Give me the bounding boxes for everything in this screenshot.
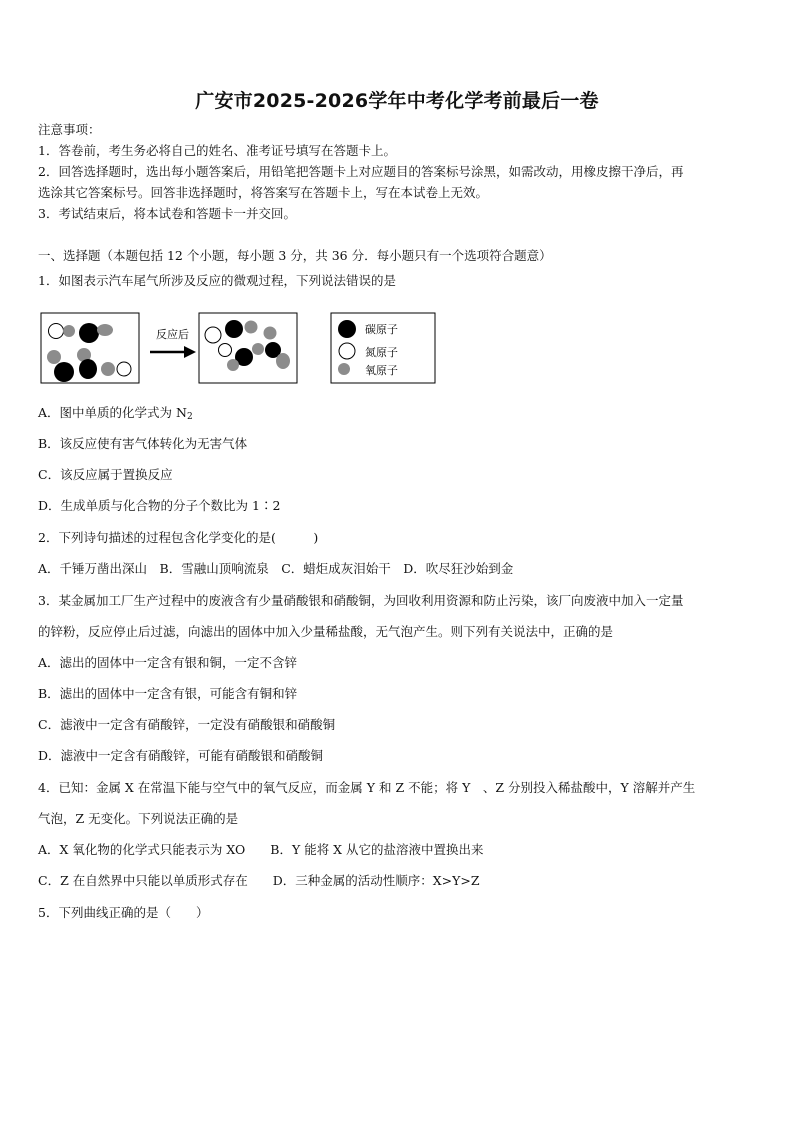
question-3-option-a: A．滤出的固体中一定含有银和铜，一定不含锌: [38, 655, 298, 670]
question-1-option-d: D．生成单质与化合物的分子个数比为 1∶2: [38, 498, 281, 513]
oxygen-atom: [97, 324, 113, 336]
question-3-stem: 的锌粉，反应停止后过滤，向滤出的固体中加入少量稀盐酸，无气泡产生。则下列有关说法中，正确的是: [38, 624, 614, 639]
nitrogen-atom: [219, 344, 232, 357]
notice-item: 选涂其它答案标号。回答非选择题时，将答案写在答题卡上，写在本试卷上无效。: [38, 185, 489, 200]
question-4-stem: 气泡，Z 无变化。下列说法正确的是: [38, 811, 239, 826]
question-3-option-b: B．滤出的固体中一定含有银，可能含有铜和锌: [38, 686, 298, 701]
carbon-atom-legend-icon: [338, 320, 356, 338]
legend-carbon-label: 碳原子: [365, 323, 398, 336]
oxygen-atom: [101, 362, 115, 376]
notice-item: 3．考试结束后，将本试卷和答题卡一并交回。: [38, 206, 296, 221]
oxygen-atom: [276, 353, 290, 369]
notice-item: 1．答卷前，考生务必将自己的姓名、准考证号填写在答题卡上。: [38, 143, 396, 158]
question-4-options-ab: A．X 氧化物的化学式只能表示为 XO B．Y 能将 X 从它的盐溶液中置换出来: [38, 842, 484, 857]
question-3-stem: 3．某金属加工厂生产过程中的废液含有少量硝酸银和硝酸铜，为回收利用资源和防止污染，该厂向废液中加入一定量: [38, 593, 684, 608]
question-1-option-c: C．该反应属于置换反应: [38, 467, 173, 482]
oxygen-atom: [245, 321, 258, 334]
section-heading: 一、选择题（本题包括 12 个小题，每小题 3 分，共 36 分．每小题只有一个选项符合题意）: [38, 248, 552, 263]
question-2-options: A．千锤万凿出深山 B．雪融山顶响流泉 C．蜡炬成灰泪始干 D．吹尽狂沙始到金: [38, 561, 514, 576]
carbon-atom: [225, 320, 243, 338]
oxygen-atom: [227, 359, 239, 371]
nitrogen-atom: [205, 327, 221, 343]
question-1-stem: 1．如图表示汽车尾气所涉及反应的微观过程，下列说法错误的是: [38, 273, 396, 288]
oxygen-atom-legend-icon: [338, 363, 350, 375]
arrow-head-icon: [184, 346, 196, 358]
oxygen-atom: [63, 325, 75, 337]
question-4-stem: 4．已知：金属 X 在常温下能与空气中的氧气反应，而金属 Y 和 Z 不能；将 Y 、Z 分别投入稀盐酸中，Y 溶解并产生: [38, 780, 696, 795]
question-1-option-a: [38, 405, 193, 425]
notice-item: 2．回答选择题时，选出每小题答案后，用铅笔把答题卡上对应题目的答案标号涂黑，如需改动，用橡皮擦干净后，再: [38, 164, 684, 179]
question-3-option-c: C．滤液中一定含有硝酸锌，一定没有硝酸银和硝酸铜: [38, 717, 336, 732]
question-2-stem: 2．下列诗句描述的过程包含化学变化的是( ): [38, 530, 319, 545]
option-a-subscript: 2: [186, 412, 193, 422]
question-1-option-b: B．该反应使有害气体转化为无害气体: [38, 436, 248, 451]
carbon-atom: [79, 359, 97, 379]
option-a-text: A．图中单质的化学式为 N: [38, 405, 187, 420]
carbon-atom: [79, 323, 99, 343]
oxygen-atom: [264, 327, 277, 340]
arrow-label: 反应后: [156, 328, 189, 341]
legend-oxygen-label: 氧原子: [365, 364, 398, 377]
oxygen-atom: [252, 343, 264, 355]
nitrogen-atom-legend-icon: [339, 343, 355, 359]
legend-nitrogen-label: 氮原子: [365, 346, 398, 359]
question-3-option-d: D．滤液中一定含有硝酸锌，可能有硝酸银和硝酸铜: [38, 748, 324, 763]
nitrogen-atom: [117, 362, 131, 376]
notice-heading: 注意事项：: [38, 122, 101, 137]
oxygen-atom: [47, 350, 61, 364]
page-title: 广安市2025-2026学年中考化学考前最后一卷: [195, 90, 599, 112]
carbon-atom: [54, 362, 74, 382]
question-5-stem: 5．下列曲线正确的是（ ）: [38, 905, 209, 920]
nitrogen-atom: [49, 324, 64, 339]
reaction-diagram: [38, 305, 458, 389]
question-4-options-cd: C．Z 在自然界中只能以单质形式存在 D．三种金属的活动性顺序：X>Y>Z: [38, 873, 480, 888]
